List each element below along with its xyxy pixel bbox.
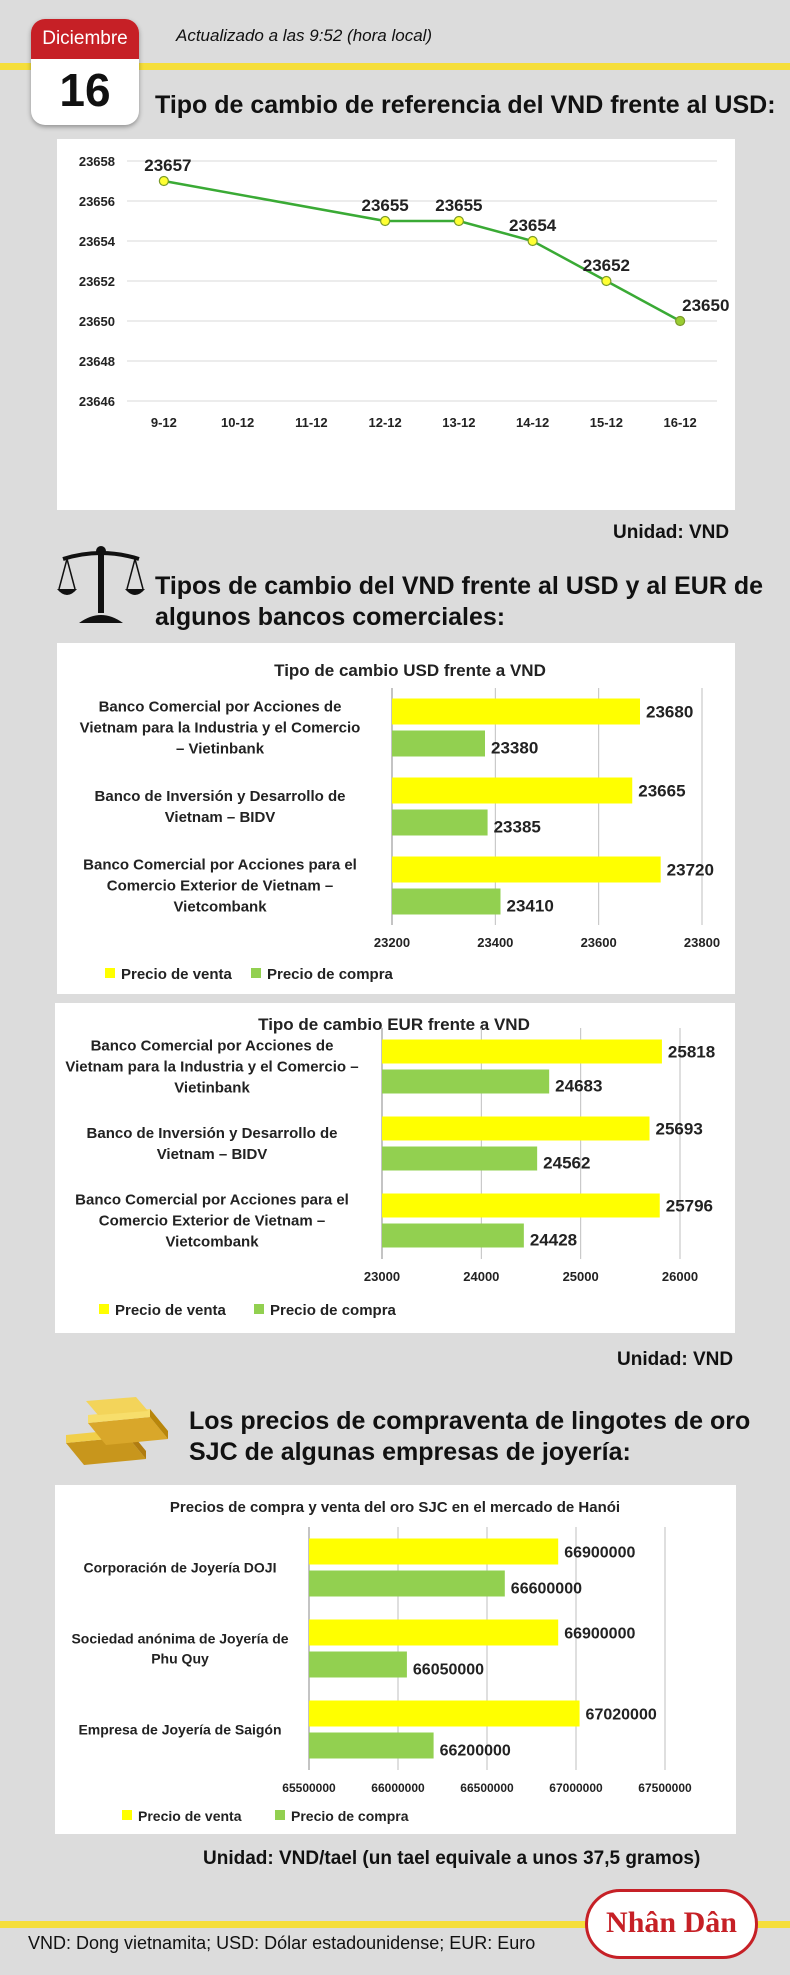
data-label: 67020000 [585,1706,657,1724]
legend-swatch-sell [105,968,115,978]
bar-buy [309,1733,434,1759]
scales-icon [57,545,145,629]
chart-title: Precios de compra y venta del oro SJC en el mercado de Hanói [169,1499,621,1516]
section3-unit: Unidad: VND/tael (un tael equivale a unos 37,5 gramos) [203,1848,701,1869]
legend-swatch-buy [251,968,261,978]
x-tick-label: 14-12 [516,415,550,430]
x-tick-label: 10-12 [221,415,255,430]
x-tick-label: 23400 [477,935,514,950]
data-label: 24683 [555,1076,603,1096]
category-label: Sociedad anónima de Joyería de [71,1630,289,1647]
data-label: 23380 [491,738,539,758]
data-point [381,217,390,226]
bar-buy [309,1571,505,1597]
x-tick-label: 66500000 [460,1781,514,1795]
x-tick-label: 16-12 [663,415,697,430]
data-label: 23655 [435,196,483,215]
data-label: 25818 [667,1042,716,1062]
bar-buy [392,889,501,915]
category-label: Vietnam – BIDV [164,809,276,826]
data-label: 24562 [543,1153,591,1173]
data-label: 66200000 [439,1742,511,1760]
data-label: 23652 [582,256,631,275]
section1-title: Tipo de cambio de referencia del VND frente al USD: [155,91,776,119]
x-tick-label: 67500000 [638,1781,692,1795]
y-tick-label: 23654 [78,234,115,249]
date-badge [31,19,139,125]
data-label: 23650 [682,296,730,315]
data-point [454,217,463,226]
legend-label-buy: Precio de compra [270,1302,396,1319]
data-label: 66600000 [510,1580,582,1598]
data-label: 24428 [529,1230,578,1250]
data-point [159,177,168,186]
bar-buy [382,1147,537,1171]
category-label: Vietnam – BIDV [156,1146,268,1163]
updated-time: Actualizado a las 9:52 (hora local) [176,26,433,45]
category-label: Vietnam para la Industria y el Comercio – [65,1058,359,1076]
x-tick-label: 9-12 [150,415,177,430]
category-label: Vietcombank [165,1233,259,1251]
category-label: Comercio Exterior de Vietnam – [98,1212,326,1230]
y-tick-label: 23652 [78,274,115,289]
x-tick-label: 11-12 [295,415,328,430]
data-point [676,317,685,326]
bar-sell [309,1539,558,1565]
reference-rate-line-chart [57,139,735,510]
date-month: Diciembre [31,19,139,59]
gold-bars-icon [58,1393,178,1473]
category-label: Banco de Inversión y Desarrollo de [94,788,346,805]
data-point [528,237,537,246]
data-label: 66050000 [412,1661,485,1679]
bar-sell [382,1194,660,1218]
category-label: Empresa de Joyería de Saigón [78,1721,282,1738]
footer-glossary: VND: Dong vietnamita; USD: Dólar estadounidense; EUR: Euro [28,1933,536,1953]
legend-swatch-sell [99,1304,109,1314]
legend-label-buy: Precio de compra [267,966,393,983]
category-label: – Vietinbank [175,740,265,758]
x-tick-label: 24000 [463,1269,500,1284]
x-tick-label: 67000000 [549,1781,603,1795]
section2-unit: Unidad: VND [617,1349,734,1370]
data-label: 23720 [666,860,714,880]
category-label: Banco Comercial por Acciones para el [83,856,357,874]
data-label: 23680 [646,702,694,722]
bar-sell [392,778,632,804]
x-tick-label: 15-12 [589,415,623,430]
chart-panel-eur [55,1003,735,1333]
data-label: 23654 [508,216,557,235]
legend-label-sell: Precio de venta [115,1302,226,1319]
legend-label-sell: Precio de venta [138,1808,242,1824]
x-tick-label: 65500000 [282,1781,336,1795]
legend-label-buy: Precio de compra [291,1808,409,1824]
data-point [602,277,611,286]
bar-sell [392,857,661,883]
chart-panel-gold [55,1485,736,1834]
usd-bank-bar-chart [57,643,735,994]
series-line [164,181,680,321]
data-label: 23665 [638,781,686,801]
x-tick-label: 23800 [683,935,721,950]
category-label: Banco Comercial por Acciones de [90,1037,334,1055]
chart-panel-usd [57,643,735,994]
nhan-dan-logo: Nhân Dân [585,1889,758,1959]
bar-sell [309,1620,558,1646]
chart-title: Tipo de cambio EUR frente a VND [258,1015,530,1034]
legend-swatch-sell [122,1810,132,1820]
bar-sell [382,1040,662,1064]
legend-swatch-buy [254,1304,264,1314]
y-tick-label: 23648 [78,354,115,369]
x-tick-label: 13-12 [442,415,476,430]
x-tick-label: 66000000 [371,1781,425,1795]
category-label: Banco Comercial por Acciones para el [75,1191,349,1209]
data-label: 25796 [665,1196,714,1216]
bar-sell [392,699,640,725]
legend-swatch-buy [275,1810,285,1820]
category-label: Vietinbank [174,1079,250,1097]
eur-bank-bar-chart [55,1003,735,1333]
data-label: 23410 [506,896,554,916]
data-label: 66900000 [564,1625,636,1643]
x-tick-label: 23200 [373,935,411,950]
data-label: 66900000 [564,1544,636,1562]
bar-sell [382,1117,650,1141]
section3-title-line2: SJC de algunas empresas de joyería: [189,1438,631,1466]
category-label: Comercio Exterior de Vietnam – [106,877,334,895]
category-label: Phu Quy [151,1650,209,1667]
data-label: 25693 [655,1119,703,1139]
category-label: Vietnam para la Industria y el Comercio [79,719,361,737]
category-label: Banco Comercial por Acciones de [98,698,342,716]
bar-buy [382,1224,524,1248]
data-label: 23385 [493,817,541,837]
data-label: 23657 [144,156,192,175]
y-tick-label: 23658 [78,154,115,169]
x-tick-label: 23600 [580,935,617,950]
x-tick-label: 25000 [562,1269,599,1284]
category-label: Vietcombank [173,898,267,916]
section3-title-line1: Los precios de compraventa de lingotes de oro [189,1407,751,1435]
gold-price-bar-chart [55,1485,736,1834]
y-tick-label: 23656 [78,194,115,209]
y-tick-label: 23650 [78,314,115,329]
category-label: Banco de Inversión y Desarrollo de [86,1125,338,1142]
y-tick-label: 23646 [78,394,115,409]
bar-buy [392,731,485,757]
category-label: Corporación de Joyería DOJI [83,1559,277,1576]
x-tick-label: 26000 [661,1269,699,1284]
date-day: 16 [59,64,111,116]
chart-panel-reference-rate [57,139,735,510]
section1-unit: Unidad: VND [613,522,730,543]
bar-buy [309,1652,407,1678]
bar-buy [392,810,488,836]
section2-title-line1: Tipos de cambio del VND frente al USD y al EUR de [155,572,764,600]
section2-title-line2: algunos bancos comerciales: [155,603,506,631]
x-tick-label: 23000 [363,1269,401,1284]
legend-label-sell: Precio de venta [121,966,232,983]
bar-sell [309,1701,580,1727]
data-label: 23655 [361,196,409,215]
x-tick-label: 12-12 [368,415,402,430]
chart-title: Tipo de cambio USD frente a VND [274,661,546,680]
bar-buy [382,1070,549,1094]
